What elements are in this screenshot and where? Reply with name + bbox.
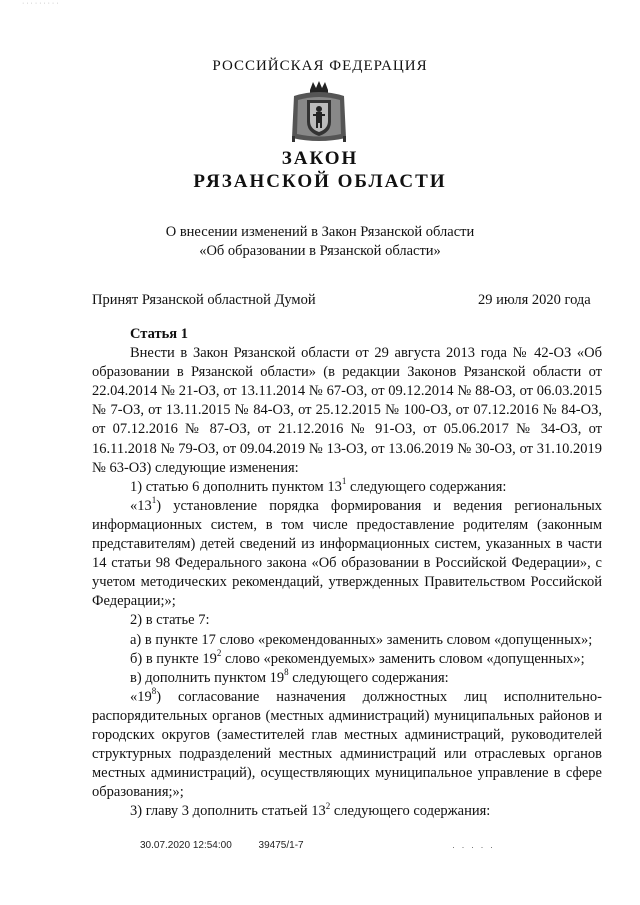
country-heading: РОССИЙСКАЯ ФЕДЕРАЦИЯ <box>212 58 428 74</box>
item-2c-text: в) дополнить пунктом 19 <box>130 669 285 686</box>
item-1-tail: следующего содержания: <box>346 478 507 495</box>
article-intro: Внести в Закон Рязанской области от 29 августа 2013 года № 42-ОЗ «Об образовании в Рязанской области» (в редакции Законов Рязанской области от 22.04.2014 № 21-ОЗ, от 13.11.2014 № 67-ОЗ, от 09.12.2014 № 88-ОЗ, от 06.03.2015 № 7-ОЗ, от 13.11.2015 № 84-ОЗ, от 25.12.2015 № 100-ОЗ, от 07.12.2016 № 84-ОЗ, от 07.12.2016 № 87-ОЗ, от 21.12.2016 № 91-ОЗ, от 05.06.2017 № 34-ОЗ, от 16.11.2018 № 79-ОЗ, от 09.04.2019 № 13-ОЗ, от 13.06.2019 № 30-ОЗ, от 31.10.2019 № 63-ОЗ) следующие изменения: <box>92 345 602 476</box>
item-3-text: 3) главу 3 дополнить статьей 13 <box>130 803 326 820</box>
item-2c-tail: следующего содержания: <box>288 669 449 686</box>
item-2b-tail: слово «рекомендуемых» заменить словом «допущенных»; <box>221 650 585 667</box>
registration-number: 39475/1-7 <box>258 840 304 851</box>
subject-line2: «Об образовании в Рязанской области» <box>199 243 441 259</box>
registration-stamp <box>140 840 328 851</box>
item-3-sup: 2 <box>325 800 331 811</box>
item-2b-text: б) в пункте 19 <box>130 650 217 667</box>
item-3 <box>92 802 602 821</box>
item-2: 2) в статье 7: <box>130 612 210 629</box>
quote-2-text: ) согласование назначения должностных лиц исполнительно-распорядительных органов (местных администраций) муниципальных районов и городских округов (заместителей глав местных администраций, руководителей структурных подразделений местных администраций или отраслевых органов местных администраций), осуществляющих муниципальное управление в сфере образования;»; <box>92 688 602 801</box>
item-1 <box>92 475 602 497</box>
item-3-tail: следующего содержания: <box>330 803 491 820</box>
article-title: Статья 1 <box>130 326 188 342</box>
quote-1-text: ) установление порядка формирования и ведения региональных информационных систем, в том числе предоставление родителям (законным представителям) детей сведений из информационных систем, указанных в части 14 статьи 98 Федерального закона «Об образовании в Российской Федерации», с учетом методических рекомендаций, утвержденных Правительством Российской Федерации;»; <box>92 497 602 610</box>
item-2b <box>92 647 602 669</box>
registration-timestamp: 30.07.2020 12:54:00 <box>140 840 232 851</box>
quote-2-sup: 8 <box>151 685 157 696</box>
quote-1-start: «13 <box>130 497 152 514</box>
item-2c-sup: 8 <box>284 666 289 677</box>
item-1-text: 1) статью 6 дополнить пунктом 13 <box>130 478 342 495</box>
quote-1-sup: 1 <box>151 495 157 506</box>
item-2b-sup: 2 <box>216 647 222 658</box>
quote-1 <box>92 497 602 612</box>
scan-artifact-dots: · · · · · <box>452 842 495 852</box>
law-body <box>92 325 602 821</box>
subject-line1: О внесении изменений в Закон Рязанской области <box>165 224 475 240</box>
item-2c <box>92 666 602 688</box>
quote-2-start: «19 <box>130 688 152 705</box>
law-title-line2: РЯЗАНСКОЙ ОБЛАСТИ <box>193 171 447 192</box>
law-subject <box>0 223 640 261</box>
scan-artifact: · · · · · · · · · <box>22 0 59 7</box>
law-title-line1: ЗАКОН <box>281 148 359 169</box>
item-2a: а) в пункте 17 слово «рекомендованных» заменить словом «допущенных»; <box>130 631 593 648</box>
adopted-by: Принят Рязанской областной Думой <box>92 292 316 308</box>
coat-of-arms-icon <box>288 80 350 144</box>
item-1-sup: 1 <box>341 475 347 486</box>
adoption-date: 29 июля 2020 года <box>478 292 591 308</box>
quote-2 <box>92 685 602 803</box>
